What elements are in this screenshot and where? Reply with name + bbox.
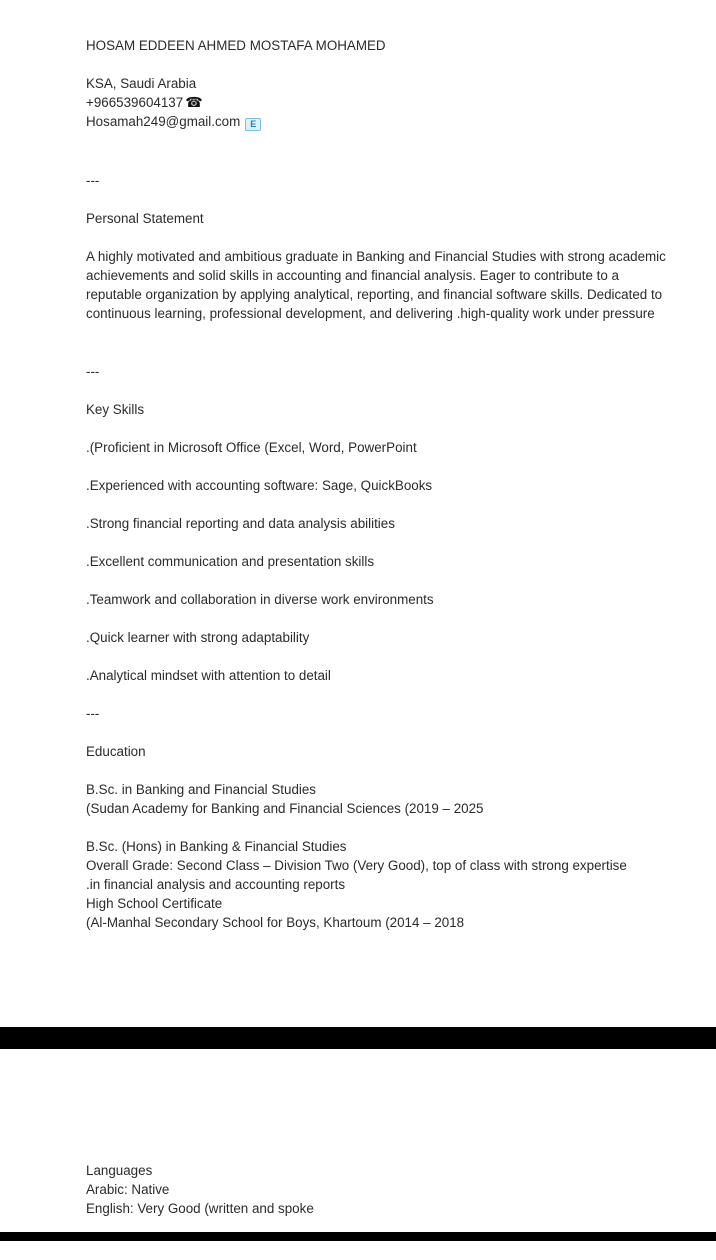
skill-item: .Experienced with accounting software: Sage, QuickBooks xyxy=(86,478,433,493)
degree-institution: (Sudan Academy for Banking and Financial Sciences (2019 – 2025 xyxy=(86,801,484,816)
key-skills-heading: Key Skills xyxy=(86,402,145,417)
language-item: Arabic: Native xyxy=(86,1182,170,1197)
languages-section xyxy=(86,1161,677,1218)
contact-phone-line xyxy=(86,93,677,112)
contact-email: Hosamah249@gmail.com xyxy=(86,114,241,129)
contact-block xyxy=(86,74,677,131)
section-separator: --- xyxy=(86,706,100,721)
highschool-institution: (Al-Manhal Secondary School for Boys, Khartoum (2014 – 2018 xyxy=(86,915,465,930)
degree-title: B.Sc. (Hons) in Banking & Financial Studies xyxy=(86,839,347,854)
candidate-name: HOSAM EDDEEN AHMED MOSTAFA MOHAMED xyxy=(86,38,386,53)
skill-item: .Analytical mindset with attention to detail xyxy=(86,668,331,683)
skill-item: .Strong financial reporting and data analysis abilities xyxy=(86,516,395,531)
highschool-title: High School Certificate xyxy=(86,896,223,911)
personal-statement-body: A highly motivated and ambitious graduate in Banking and Financial Studies with strong academic achievements and solid skills in accounting and financial analysis. Eager to contribute to a reputable organization by applying analytical, reporting, and financial software skills. Dedicated to continuous learning, professional development, and delivering .high-quality work under pressure xyxy=(86,249,666,321)
skill-item: .Teamwork and collaboration in diverse work environments xyxy=(86,592,434,607)
skill-item: .Excellent communication and presentation skills xyxy=(86,554,375,569)
page-break-bar xyxy=(0,1027,716,1049)
contact-email-line xyxy=(86,112,677,131)
degree-grade-continued: .in financial analysis and accounting reports xyxy=(86,877,346,892)
skill-item: .(Proficient in Microsoft Office (Excel, Word, PowerPoint xyxy=(86,440,417,455)
contact-location: KSA, Saudi Arabia xyxy=(86,76,197,91)
section-separator: --- xyxy=(86,364,100,379)
contact-phone: +966539604137 xyxy=(86,95,184,110)
language-item: English: Very Good (written and spoke xyxy=(86,1201,314,1216)
languages-heading: Languages xyxy=(86,1163,153,1178)
email-icon: E xyxy=(245,118,261,131)
section-separator: --- xyxy=(86,173,100,188)
degree-grade: Overall Grade: Second Class – Division Two (Very Good), top of class with strong expertise xyxy=(86,858,627,873)
education-heading: Education xyxy=(86,744,146,759)
education-entry xyxy=(86,837,677,932)
page-break-bar-bottom xyxy=(0,1232,716,1241)
degree-title: B.Sc. in Banking and Financial Studies xyxy=(86,782,317,797)
personal-statement-heading: Personal Statement xyxy=(86,211,204,226)
education-entry xyxy=(86,780,677,818)
phone-icon: ☎ xyxy=(185,94,203,110)
skill-item: .Quick learner with strong adaptability xyxy=(86,630,310,645)
